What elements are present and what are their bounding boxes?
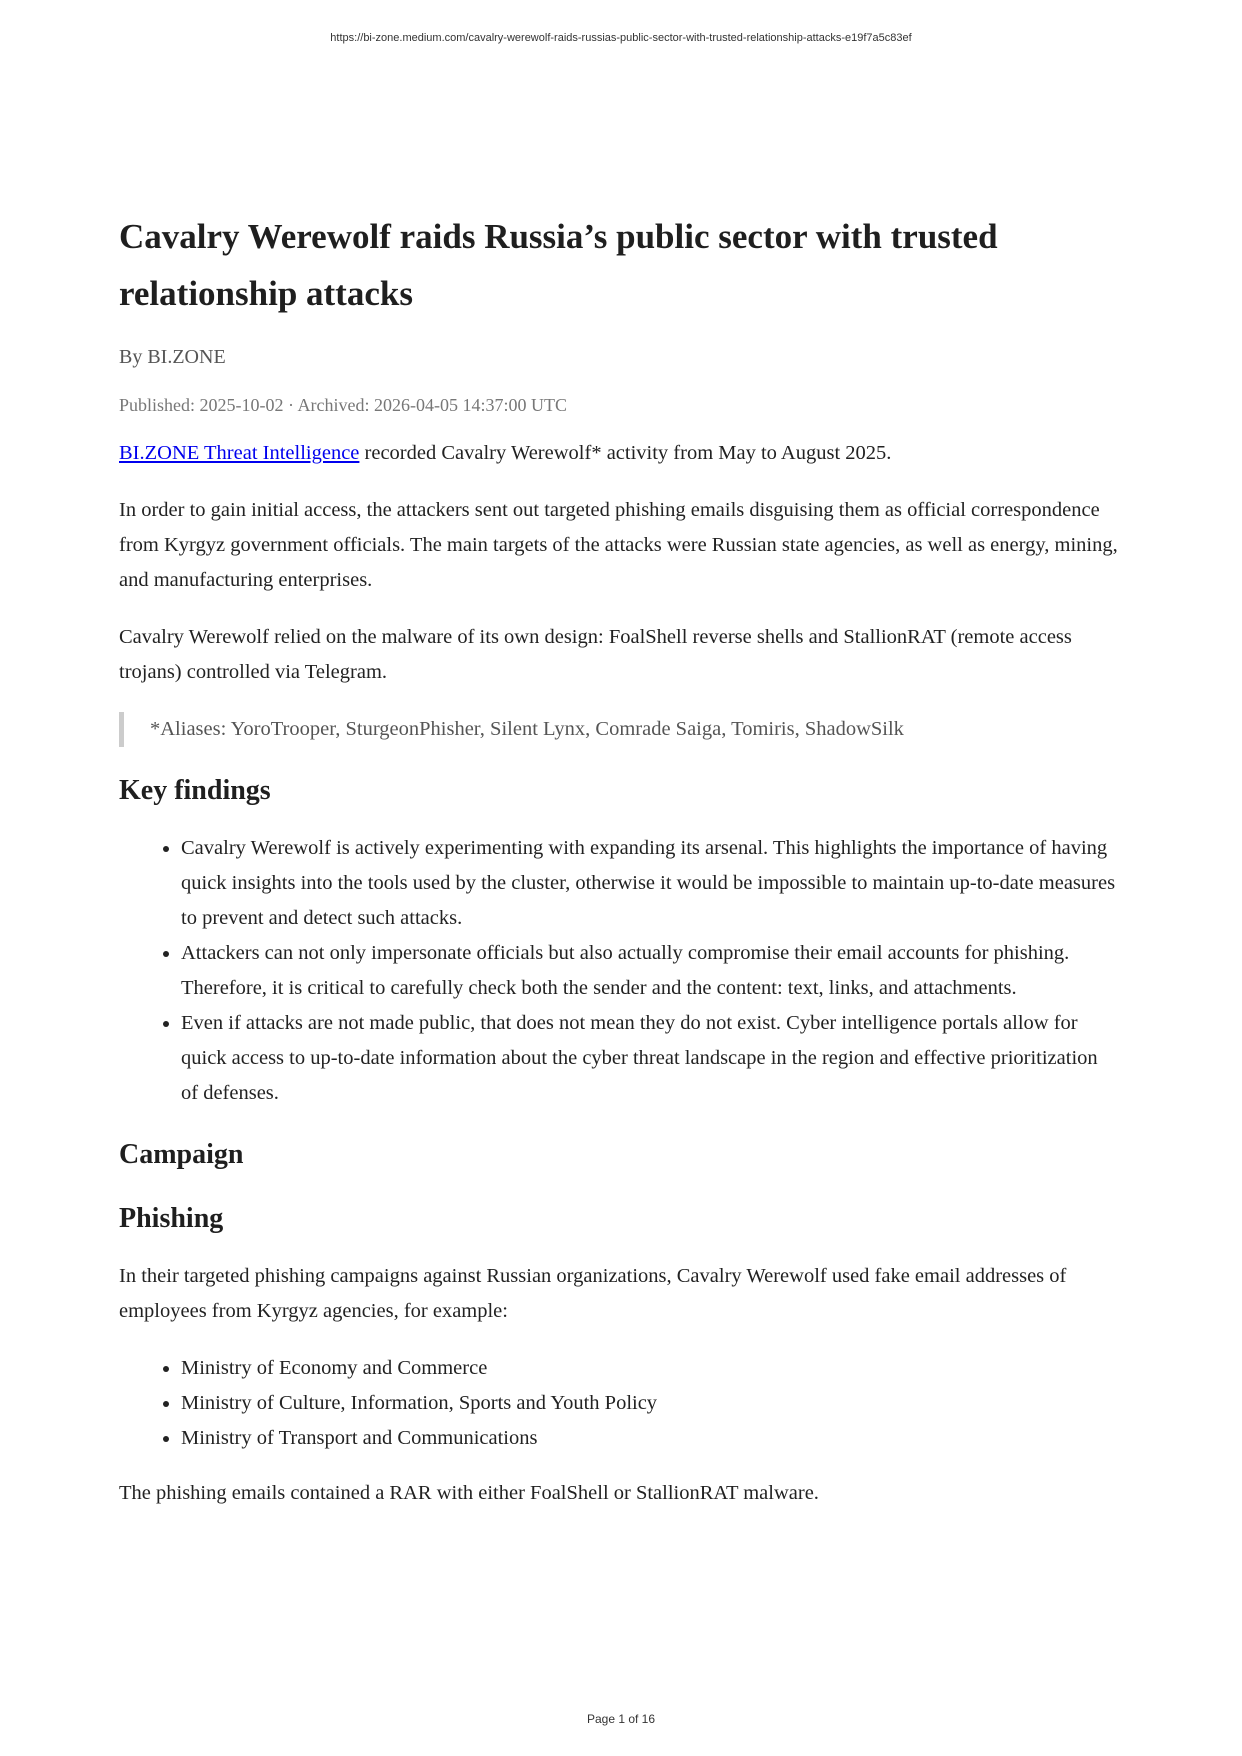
phishing-outro-paragraph: The phishing emails contained a RAR with either FoalShell or StallionRAT malware. <box>119 1482 819 1504</box>
list-item: • Cavalry Werewolf is actively experimenting with expanding its arsenal. This highlights the importance of having quick insights into the tools used by the cluster, otherwise it would be impossible to maintain up-to-date measures to prevent and detect such attacks. <box>181 831 1119 936</box>
access-paragraph: In order to gain initial access, the attackers sent out targeted phishing emails disguising them as official correspondence from Kyrgyz government officials. The main targets of the attacks were Russian state agencies, as well as energy, mining, and manufacturing enterprises. <box>119 499 1118 591</box>
list-item: • Attackers can not only impersonate officials but also actually compromise their email accounts for phishing. Therefore, it is critical to carefully check both the sender and the content: text, links, and attachments. <box>181 936 1119 1006</box>
intro-paragraph <box>119 436 1119 471</box>
key-findings-heading: Key findings <box>119 775 271 806</box>
article-title: Cavalry Werewolf raids Russia’s public sector with trusted relationship attacks <box>119 217 998 313</box>
list-item: • Even if attacks are not made public, that does not mean they do not exist. Cyber intelligence portals allow for quick access to up-to-date information about the cyber threat landscape in the region and effective prioritization of defenses. <box>181 1006 1119 1111</box>
list-item: • Ministry of Culture, Information, Sports and Youth Policy <box>181 1386 1119 1421</box>
article <box>119 208 1119 1533</box>
key-findings-list <box>119 831 1119 1111</box>
publish-meta: Published: 2025-10-02 · Archived: 2026-04-05 14:37:00 UTC <box>119 395 567 415</box>
phishing-intro-paragraph: In their targeted phishing campaigns against Russian organizations, Cavalry Werewolf used fake email addresses of employees from Kyrgyz agencies, for example: <box>119 1265 1067 1322</box>
list-item: • Ministry of Transport and Communications <box>181 1421 1119 1456</box>
author-byline: By BI.ZONE <box>119 346 226 368</box>
intro-text: recorded Cavalry Werewolf* activity from May to August 2025. <box>359 442 892 464</box>
ministries-list <box>119 1351 1119 1456</box>
phishing-heading: Phishing <box>119 1203 224 1234</box>
page-url: https://bi-zone.medium.com/cavalry-werewolf-raids-russias-public-sector-with-trusted-relationship-attacks-e19f7a5c83ef <box>330 32 912 44</box>
malware-paragraph: Cavalry Werewolf relied on the malware of its own design: FoalShell reverse shells and StallionRAT (remote access trojans) controlled via Telegram. <box>119 626 1072 683</box>
list-item: • Ministry of Economy and Commerce <box>181 1351 1119 1386</box>
aliases-quote: *Aliases: YoroTrooper, SturgeonPhisher, Silent Lynx, Comrade Saiga, Tomiris, ShadowSilk <box>119 712 1119 747</box>
page-number: Page 1 of 16 <box>586 1712 656 1726</box>
campaign-heading: Campaign <box>119 1139 244 1170</box>
bizone-threat-intelligence-link[interactable]: BI.ZONE Threat Intelligence <box>119 442 360 464</box>
